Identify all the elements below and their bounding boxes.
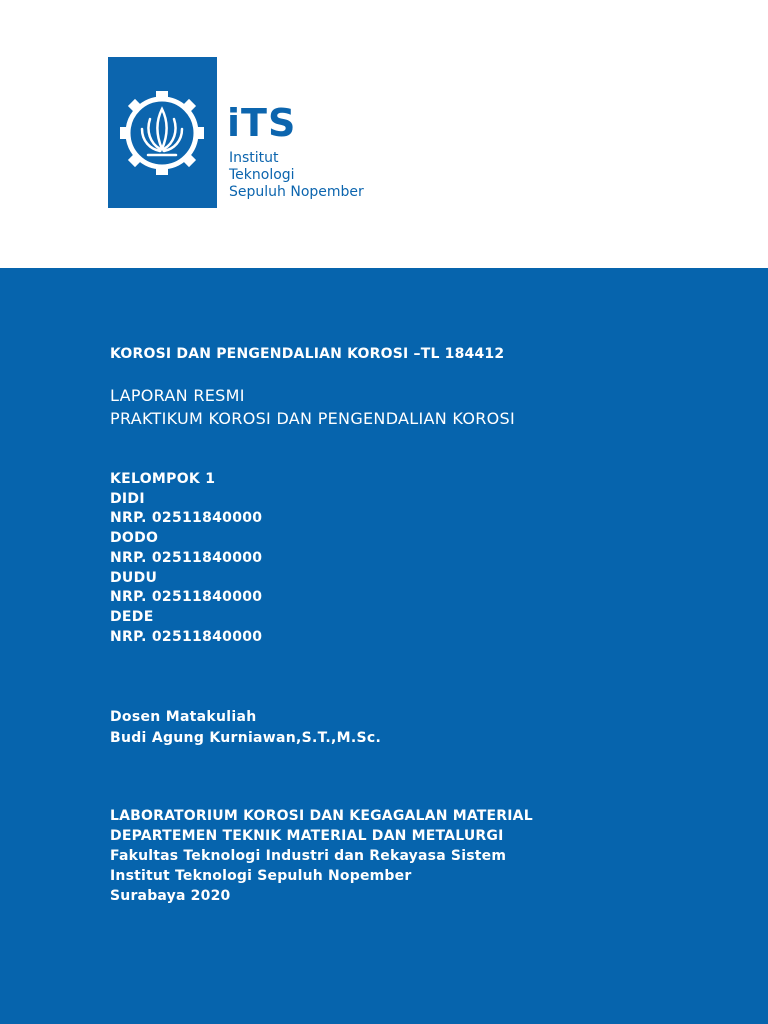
institution-name: [229, 150, 364, 201]
course-code: KOROSI DAN PENGENDALIAN KOROSI –TL 184412: [110, 346, 505, 362]
report-title: PRAKTIKUM KOROSI DAN PENGENDALIAN KOROSI: [110, 409, 516, 428]
member-nrp: NRP. 02511840000: [110, 628, 263, 645]
institution-line: Institut: [229, 150, 279, 166]
member-nrp: NRP. 02511840000: [110, 549, 263, 566]
member-name: DEDE: [110, 608, 154, 625]
member-name: DODO: [110, 530, 159, 547]
lab-name: LABORATORIUM KOROSI DAN KEGAGALAN MATERIAL: [110, 808, 533, 824]
city-year: Surabaya 2020: [110, 888, 231, 904]
group-members: [110, 470, 262, 647]
its-wordmark: iTS: [227, 101, 297, 145]
faculty-name: Fakultas Teknologi Industri dan Rekayasa Sistem: [110, 848, 507, 864]
institution-line: Teknologi: [229, 167, 295, 183]
its-logo-emblem: [108, 57, 217, 208]
institute-name: Institut Teknologi Sepuluh Nopember: [110, 868, 412, 884]
member-name: DUDU: [110, 569, 158, 586]
report-type: LAPORAN RESMI: [110, 386, 245, 405]
lecturer-name: Budi Agung Kurniawan,S.T.,M.Sc.: [110, 730, 382, 746]
lecturer-block: [110, 707, 381, 749]
affiliation-block: [110, 806, 533, 906]
institution-line: Sepuluh Nopember: [229, 184, 364, 200]
department-name: DEPARTEMEN TEKNIK MATERIAL DAN METALURGI: [110, 828, 504, 844]
member-nrp: NRP. 02511840000: [110, 510, 263, 527]
group-name: KELOMPOK 1: [110, 471, 216, 487]
member-name: DIDI: [110, 490, 145, 507]
member-nrp: NRP. 02511840000: [110, 589, 263, 606]
lecturer-label: Dosen Matakuliah: [110, 709, 257, 725]
gear-lotus-icon: [116, 79, 209, 187]
